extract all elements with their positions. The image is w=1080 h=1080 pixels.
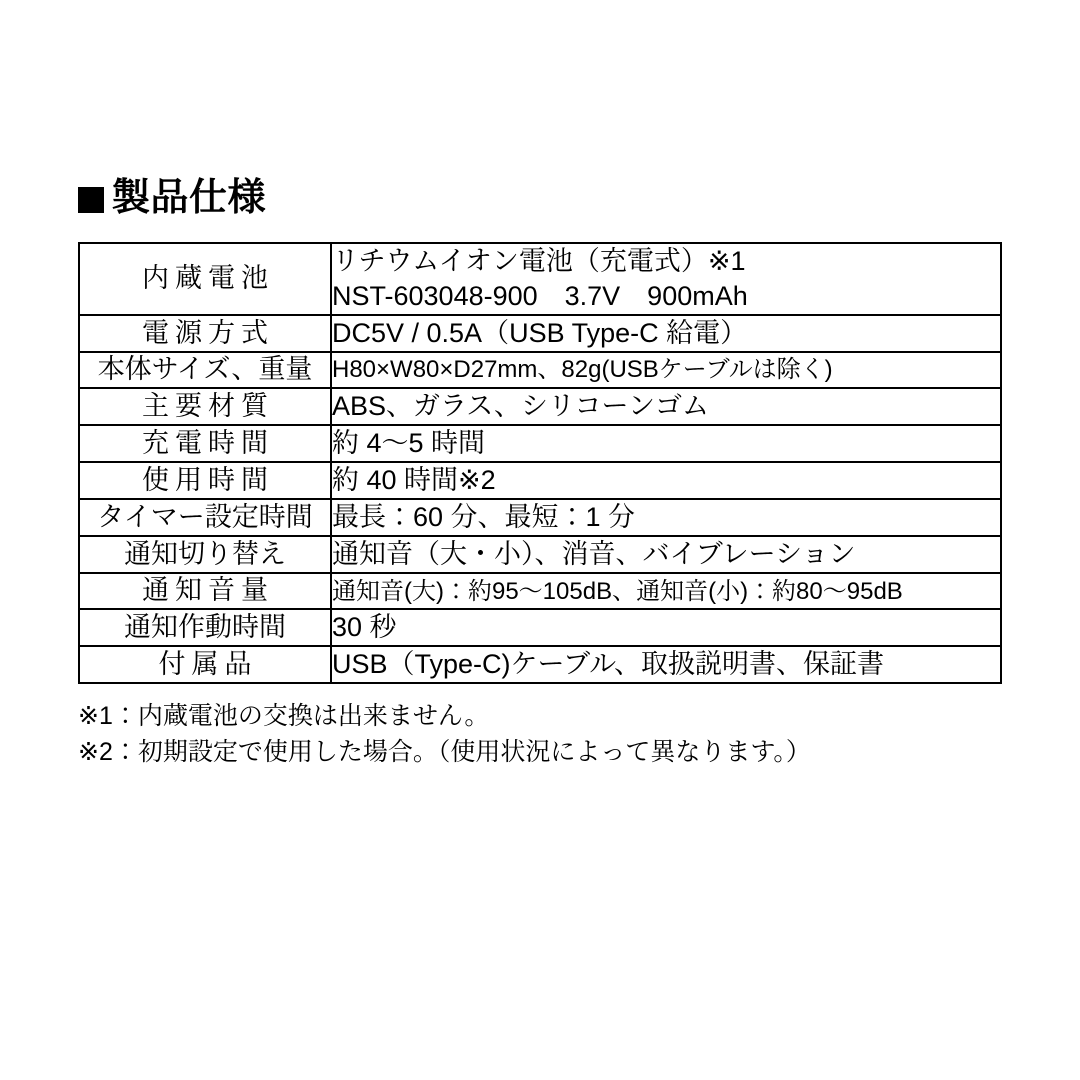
row-value-line: 約 4〜5 時間 — [332, 427, 486, 458]
row-value — [331, 499, 1001, 536]
table-row — [79, 388, 1001, 425]
row-label-text: 充電時間 — [142, 427, 274, 458]
row-label-text: タイマー設定時間 — [97, 501, 313, 532]
row-value-line: ABS、ガラス、シリコーンゴム — [332, 390, 709, 421]
row-value — [331, 536, 1001, 573]
row-value-line: 通知音（大・小）、消音、バイブレーション — [332, 539, 856, 570]
row-value-line: NST-603048-900 3.7V 900mAh — [332, 280, 748, 311]
table-row — [79, 352, 1001, 388]
table-row — [79, 573, 1001, 609]
page-title-text: 製品仕様 — [112, 177, 267, 219]
row-label — [79, 388, 331, 425]
footnote-2: ※2：初期設定で使用した場合。（使用状況によって異なります。） — [78, 738, 811, 767]
row-value-line: USB（Type-C)ケーブル、取扱説明書、保証書 — [332, 649, 884, 680]
row-label-text: 付属品 — [158, 648, 258, 679]
table-row — [79, 243, 1001, 315]
row-label-text: 主要材質 — [142, 390, 274, 421]
row-value-line: 最長：60 分、最短：1 分 — [332, 502, 636, 533]
row-value — [331, 573, 1001, 609]
row-value-line: リチウムイオン電池（充電式）※1 — [332, 245, 746, 276]
row-label-text: 通知音量 — [142, 575, 274, 606]
row-value — [331, 243, 1001, 315]
row-label — [79, 646, 331, 683]
page-title — [78, 178, 1002, 220]
footnotes — [78, 698, 1002, 771]
row-label — [79, 425, 331, 462]
table-row — [79, 536, 1001, 573]
row-label-text: 使用時間 — [142, 464, 274, 495]
row-value-line: 30 秒 — [332, 612, 397, 643]
row-value — [331, 425, 1001, 462]
table-row — [79, 425, 1001, 462]
row-label-text: 内蔵電池 — [142, 263, 274, 294]
table-row — [79, 315, 1001, 352]
row-label — [79, 609, 331, 646]
specifications-table — [78, 242, 1002, 684]
row-label — [79, 573, 331, 609]
row-label — [79, 536, 331, 573]
row-label — [79, 352, 331, 388]
row-value — [331, 609, 1001, 646]
row-label-text: 電源方式 — [142, 317, 274, 348]
black-square-icon — [78, 187, 104, 213]
row-value-line: DC5V / 0.5A（USB Type-C 給電） — [332, 317, 748, 348]
row-label-text: 通知切り替え — [124, 538, 286, 569]
table-row — [79, 609, 1001, 646]
row-value-line: H80×W80×D27mm、82g(USBケーブルは除く) — [332, 356, 833, 384]
row-value — [331, 462, 1001, 499]
row-value — [331, 646, 1001, 683]
row-value-line: 約 40 時間※2 — [332, 465, 496, 496]
table-row — [79, 646, 1001, 683]
row-label-text: 本体サイズ、重量 — [97, 354, 313, 385]
row-label — [79, 499, 331, 536]
table-row — [79, 499, 1001, 536]
row-label — [79, 243, 331, 315]
row-value — [331, 315, 1001, 352]
row-value-line: 通知音(大)：約95〜105dB、通知音(小)：約80〜95dB — [332, 577, 903, 605]
table-body — [79, 243, 1001, 683]
table-row — [79, 462, 1001, 499]
row-value — [331, 388, 1001, 425]
row-label — [79, 462, 331, 499]
row-value — [331, 352, 1001, 388]
row-label — [79, 315, 331, 352]
row-label-text: 通知作動時間 — [124, 611, 286, 642]
footnote-1: ※1：内蔵電池の交換は出来ません。 — [78, 702, 490, 731]
